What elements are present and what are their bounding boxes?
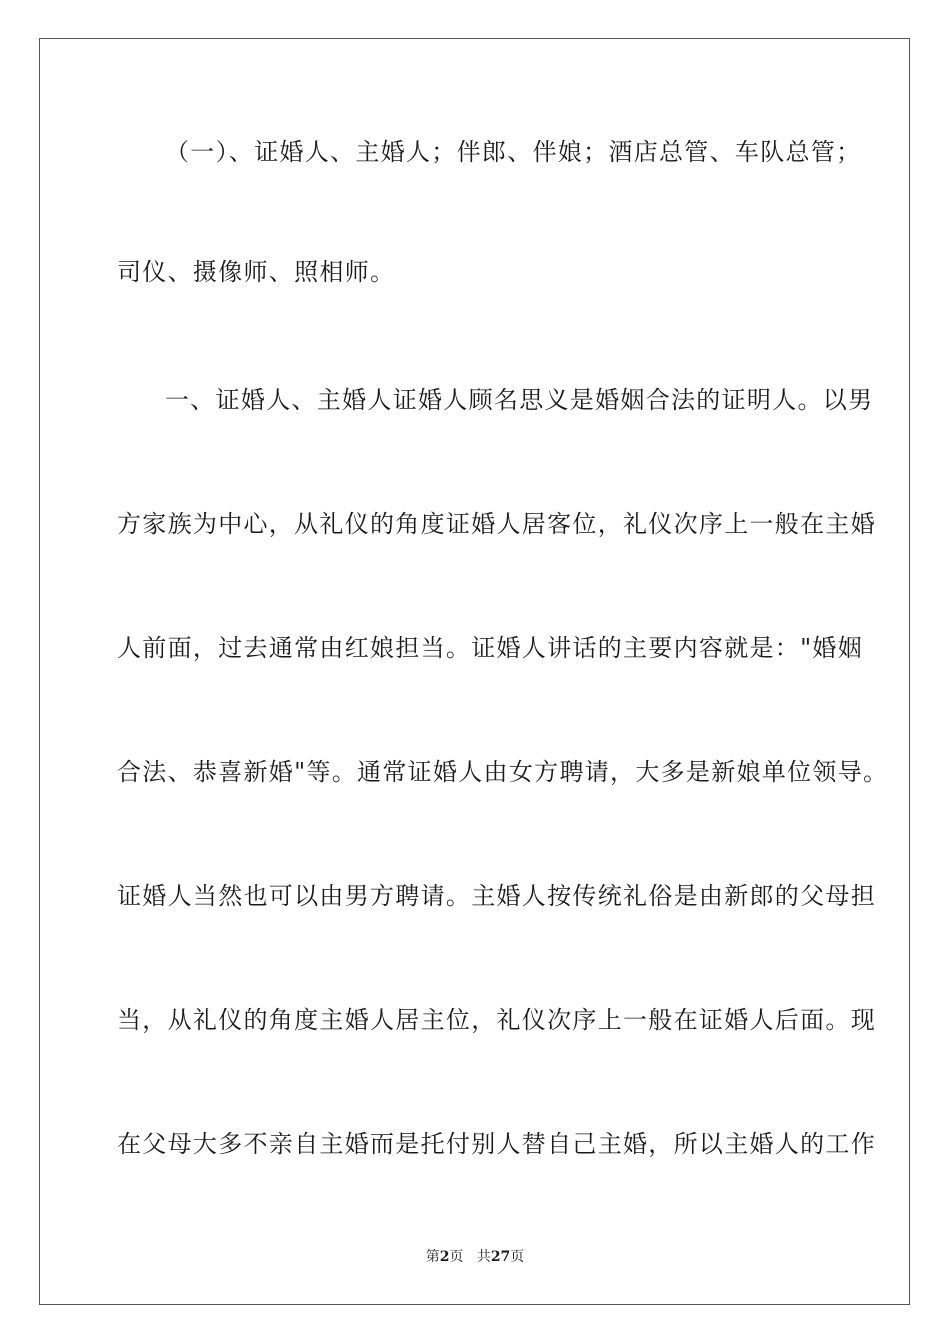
total-suffix: 页 [510,1249,525,1265]
total-pages: 27 [490,1249,511,1265]
page-number: 2 [439,1249,450,1265]
paragraph-line-3: 一、证婚人、主婚人证婚人顾名思义是婚姻合法的证明人。以男 [165,386,874,414]
paragraph-line-1: （一）、证婚人、主婚人；伴郎、伴娘；酒店总管、车队总管； [165,138,862,166]
paragraph-line-2: 司仪、摄像师、照相师。 [117,258,396,286]
total-prefix: 共 [476,1249,491,1265]
paragraph-line-7: 证婚人当然也可以由男方聘请。主婚人按传统礼俗是由新郎的父母担 [117,882,876,910]
paragraph-line-8: 当，从礼仪的角度主婚人居主位，礼仪次序上一般在证婚人后面。现 [117,1006,876,1034]
page-footer [0,1248,950,1266]
page-prefix: 第 [425,1249,440,1265]
page-border [39,38,910,1305]
page-suffix: 页 [449,1249,464,1265]
paragraph-line-9: 在父母大多不亲自主婚而是托付别人替自己主婚，所以主婚人的工作 [117,1130,876,1158]
paragraph-line-5: 人前面，过去通常由红娘担当。证婚人讲话的主要内容就是："婚姻 [117,634,864,662]
paragraph-line-4: 方家族为中心，从礼仪的角度证婚人居客位，礼仪次序上一般在主婚 [117,510,876,538]
paragraph-line-6: 合法、恭喜新婚"等。通常证婚人由女方聘请，大多是新娘单位领导。 [117,758,889,786]
